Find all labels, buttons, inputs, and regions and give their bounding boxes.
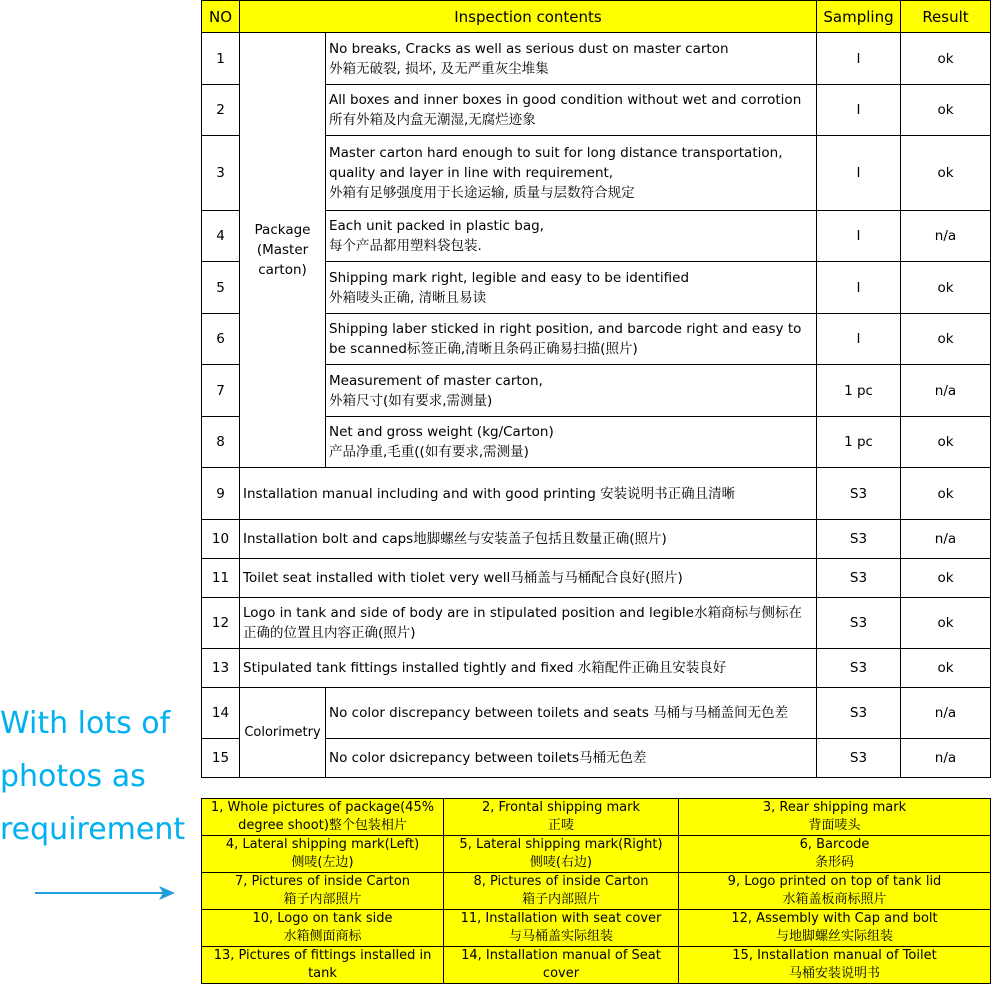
photo-row [202,836,991,873]
photo-item [444,873,679,910]
photo-label-en: 6, Barcode [799,837,870,852]
row-result: n/a [901,520,991,559]
row-text-en: Measurement of master carton, [329,372,543,389]
table-row [202,33,991,85]
row-content [326,136,817,211]
row-content [326,33,817,85]
row-text-en: Shipping laber sticked in right position, and barcode right and easy to be scanned标签正确,清晰且条码正确易扫描(照片) [329,321,802,357]
row-content [326,365,817,417]
row-content: Stipulated tank fittings installed tightly and fixed 水箱配件正确且安装良好 [240,649,817,688]
row-text-cn: 每个产品都用塑料袋包装. [329,238,482,254]
row-number: 5 [202,262,240,314]
table-row [202,520,991,559]
col-result-header: Result [901,1,991,33]
row-number: 6 [202,314,240,365]
row-result: ok [901,649,991,688]
photo-label-cn: 与地脚螺丝实际组装 [775,929,893,944]
photo-label-en: 3, Rear shipping mark [762,800,907,815]
row-result: ok [901,468,991,520]
photo-label-cn: 箱子内部照片 [521,892,600,907]
row-text-en: Shipping mark right, legible and easy to be identified [329,269,690,286]
row-text-en: Each unit packed in plastic bag, [329,218,544,234]
group-colorimetry: Colorimetry [240,688,326,778]
row-number: 13 [202,649,240,688]
row-content [326,262,817,314]
row-result: n/a [901,739,991,778]
row-result: ok [901,33,991,85]
row-content: Installation manual including and with good printing 安装说明书正确且清晰 [240,468,817,520]
photo-label-cn: 水箱盖板商标照片 [782,892,887,907]
photo-label-cn: 背面唛头 [808,818,861,833]
photo-label-en: 12, Assembly with Cap and bolt [731,911,938,926]
row-sampling: S3 [817,598,901,649]
photo-item [679,947,991,984]
row-content: Toilet seat installed with tiolet very well马桶盖与马桶配合良好(照片) [240,559,817,598]
row-sampling: S3 [817,649,901,688]
row-text-cn: 外箱有足够强度用于长途运输, 质量与层数符合规定 [329,185,635,201]
col-no-header: NO [202,1,240,33]
photo-label-en: 11, Installation with seat cover [460,911,662,926]
row-number: 3 [202,136,240,211]
photo-item [444,947,679,984]
col-sampling-header: Sampling [817,1,901,33]
row-number: 7 [202,365,240,417]
photo-item [679,799,991,836]
row-result: n/a [901,211,991,262]
photo-row [202,873,991,910]
note-line: photos as [0,759,146,794]
photo-label-en: 5, Lateral shipping mark(Right) [459,837,663,852]
photo-label-en: 10, Logo on tank side [252,911,393,926]
photo-label-en: 8, Pictures of inside Carton [473,874,649,889]
row-content [326,314,817,365]
photo-item [679,910,991,947]
photo-item [679,836,991,873]
photo-requirement-note [0,697,215,856]
photo-row [202,947,991,984]
row-number: 15 [202,739,240,778]
row-number: 1 [202,33,240,85]
row-sampling: I [817,136,901,211]
row-number: 9 [202,468,240,520]
row-text-en: Net and gross weight (kg/Carton) [329,424,554,440]
photo-label-cn: 侧唛(右边) [529,855,593,870]
row-text-en: All boxes and inner boxes in good condition without wet and corrotion [329,92,802,108]
photo-item [202,910,444,947]
photo-item [202,873,444,910]
photo-label-cn: 与马桶盖实际组装 [508,929,613,944]
photo-item [444,836,679,873]
photo-label-cn: 条形码 [814,855,854,870]
row-text-en: Master carton hard enough to suit for long distance transportation, quality and layer in line with requirement, [329,145,783,181]
row-content: Logo in tank and side of body are in stipulated position and legible水箱商标与侧标在正确的位置且内容正确(照片) [240,598,817,649]
table-row [202,598,991,649]
row-result: n/a [901,688,991,739]
row-content [326,417,817,468]
row-text-en: No breaks, Cracks as well as serious dust on master carton [329,40,729,57]
row-number: 12 [202,598,240,649]
row-result: ok [901,417,991,468]
photo-label-en: 1, Whole pictures of package(45% degree shoot)整个包装相片 [210,800,435,833]
photo-item [202,836,444,873]
table-row [202,649,991,688]
photo-item [444,910,679,947]
row-content: Installation bolt and caps地脚螺丝与安装盖子包括且数量正确(照片) [240,520,817,559]
table-row [202,559,991,598]
row-text-cn: 所有外箱及内盒无潮湿,无腐烂迹象 [329,112,536,128]
photo-label-cn: 正唛 [547,818,574,833]
row-text-cn: 外箱无破裂, 损坏, 及无严重灰尘堆集 [329,60,549,77]
row-sampling: I [817,211,901,262]
row-sampling: S3 [817,739,901,778]
row-result: ok [901,598,991,649]
photo-row [202,910,991,947]
photo-item [679,873,991,910]
photo-label-cn: 侧唛(左边) [291,855,354,870]
inspection-table [201,0,991,778]
photo-requirements-table [201,798,991,984]
row-sampling: S3 [817,559,901,598]
row-sampling: S3 [817,688,901,739]
photo-row [202,799,991,836]
row-content [326,211,817,262]
photo-label-en: 13, Pictures of fittings installed in tank [213,948,432,981]
row-text-cn: 外箱唛头正确, 清晰且易读 [329,289,487,306]
row-text-cn: 外箱尺寸(如有要求,需测量) [329,392,493,409]
group-package: Package (Master carton) [240,33,326,468]
row-content: No color dsicrepancy between toilets马桶无色差 [326,739,817,778]
row-sampling: 1 pc [817,417,901,468]
row-content: No color discrepancy between toilets and seats 马桶与马桶盖间无色差 [326,688,817,739]
row-content [326,85,817,136]
row-result: n/a [901,365,991,417]
row-number: 11 [202,559,240,598]
row-result: ok [901,262,991,314]
row-sampling: 1 pc [817,365,901,417]
row-result: ok [901,559,991,598]
photo-label-cn: 水箱侧面商标 [283,929,362,944]
photo-label-en: 9, Logo printed on top of tank lid [727,874,942,889]
photo-label-en: 7, Pictures of inside Carton [234,874,411,889]
arrow-right-icon [35,878,175,908]
row-sampling: I [817,314,901,365]
table-header [202,1,991,33]
photo-label-en: 15, Installation manual of Toilet [732,948,937,963]
row-text-cn: 产品净重,毛重((如有要求,需测量) [329,444,529,460]
row-sampling: I [817,262,901,314]
photo-item [444,799,679,836]
photo-label-en: 14, Installation manual of Seat cover [461,948,661,981]
photo-label-en: 4, Lateral shipping mark(Left) [225,837,420,852]
row-number: 14 [202,688,240,739]
photo-label-en: 2, Frontal shipping mark [482,800,640,815]
row-sampling: I [817,85,901,136]
row-result: ok [901,314,991,365]
note-line: With lots of [0,706,171,741]
row-number: 8 [202,417,240,468]
row-sampling: I [817,33,901,85]
row-number: 10 [202,520,240,559]
table-row [202,688,991,739]
table-row [202,468,991,520]
row-number: 4 [202,211,240,262]
row-sampling: S3 [817,520,901,559]
photo-label-cn: 箱子内部照片 [283,892,362,907]
photo-label-cn: 马桶安装说明书 [788,966,880,981]
photo-item [202,947,444,984]
col-contents-header: Inspection contents [240,1,817,33]
row-number: 2 [202,85,240,136]
row-result: ok [901,136,991,211]
row-sampling: S3 [817,468,901,520]
row-result: ok [901,85,991,136]
photo-item [202,799,444,836]
note-line: requirement [0,812,186,847]
